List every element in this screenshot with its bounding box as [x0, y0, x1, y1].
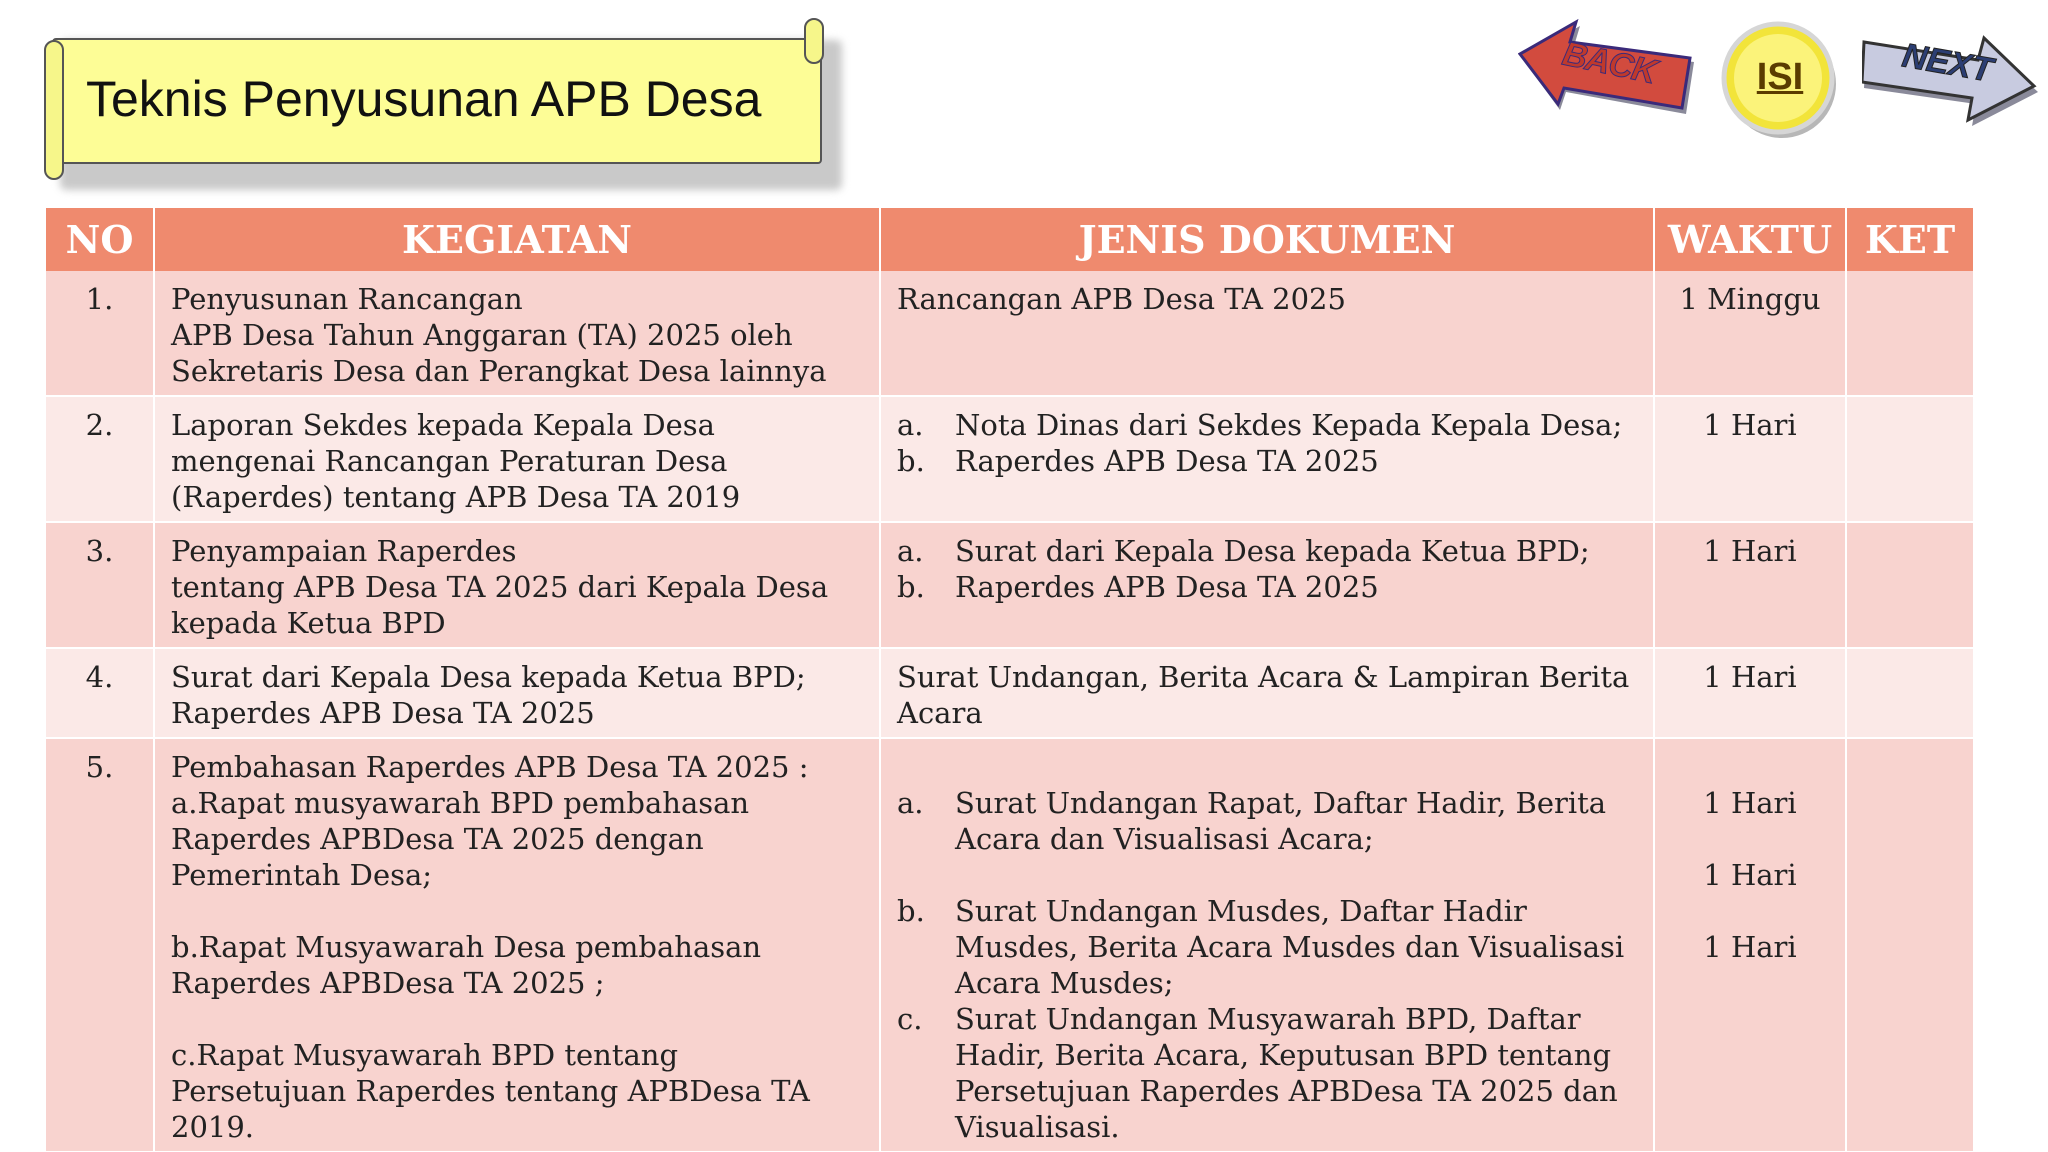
text-line: tentang APB Desa TA 2025 dari Kepala Desa	[171, 570, 829, 604]
list-marker: b.	[897, 570, 925, 604]
cell-no: 1.	[46, 271, 154, 396]
spacer	[1671, 749, 1829, 785]
list-text: Nota Dinas dari Sekdes Kepada Kepala Desa;	[955, 408, 1623, 442]
text-line: APB Desa Tahun Anggaran (TA) 2025 oleh	[171, 318, 793, 352]
text-line: Laporan Sekdes kepada Kepala Desa	[171, 408, 715, 442]
cell-no: 5.	[46, 738, 154, 1151]
text-line: (Raperdes) tentang APB Desa TA 2019	[171, 480, 741, 514]
cell-kegiatan	[154, 271, 880, 396]
cell-dokumen	[880, 522, 1654, 648]
spacer	[171, 1001, 863, 1037]
text-line: 1 Hari	[1703, 930, 1797, 964]
cell-ket	[1846, 738, 1974, 1151]
cell-waktu: 1 Hari	[1654, 648, 1846, 738]
cell-dokumen: Rancangan APB Desa TA 2025	[880, 271, 1654, 396]
text-line: Acara	[897, 696, 983, 730]
list-item	[897, 443, 1637, 479]
list-text: Surat dari Kepala Desa kepada Ketua BPD;	[955, 534, 1590, 568]
cell-ket	[1846, 396, 1974, 522]
schedule-table	[46, 208, 1975, 1151]
cell-ket	[1846, 648, 1974, 738]
page-title: Teknis Penyusunan APB Desa	[86, 71, 762, 127]
list-item	[897, 785, 1637, 857]
next-label: NEXT	[1899, 36, 1996, 90]
text-line: Persetujuan Raperdes APBDesa TA 2025 dan	[955, 1074, 1618, 1108]
cell-kegiatan	[154, 738, 880, 1151]
list-item	[897, 569, 1637, 605]
text-line: c.Rapat Musyawarah BPD tentang	[171, 1038, 679, 1072]
spacer	[1671, 821, 1829, 857]
text-line: Penyusunan Rancangan	[171, 282, 523, 316]
cell-kegiatan	[154, 396, 880, 522]
table-row	[46, 271, 1974, 396]
table-header-row	[46, 208, 1974, 271]
text-line: Acara Musdes;	[955, 966, 1174, 1000]
list-marker: a.	[897, 786, 924, 820]
cell-kegiatan	[154, 522, 880, 648]
text-line: Penyampaian Raperdes	[171, 534, 517, 568]
cell-dokumen	[880, 648, 1654, 738]
table-row	[46, 738, 1974, 1151]
header-waktu: WAKTU	[1654, 208, 1846, 271]
cell-no: 4.	[46, 648, 154, 738]
isi-label: ISI	[1756, 56, 1804, 98]
text-line: kepada Ketua BPD	[171, 606, 446, 640]
text-line: Pembahasan Raperdes APB Desa TA 2025 :	[171, 750, 809, 784]
cell-waktu: 1 Hari	[1654, 522, 1846, 648]
text-line: mengenai Rancangan Peraturan Desa	[171, 444, 728, 478]
list-item	[897, 1001, 1637, 1145]
text-line: Surat Undangan Musdes, Daftar Hadir	[955, 894, 1527, 928]
header-no: NO	[46, 208, 154, 271]
back-button[interactable]	[1518, 18, 1698, 118]
text-line: Acara dan Visualisasi Acara;	[955, 822, 1374, 856]
text-line: Raperdes APBDesa TA 2025 ;	[171, 966, 605, 1000]
header-kegiatan: KEGIATAN	[154, 208, 880, 271]
cell-ket	[1846, 522, 1974, 648]
list-item	[897, 407, 1637, 443]
list-text: Raperdes APB Desa TA 2025	[955, 444, 1379, 478]
text-line: Surat Undangan, Berita Acara & Lampiran Berita	[897, 660, 1630, 694]
title-banner	[44, 18, 844, 198]
text-line: 2019.	[171, 1110, 255, 1144]
spacer	[897, 749, 1637, 785]
text-line: 1 Hari	[1703, 786, 1797, 820]
table-row	[46, 648, 1974, 738]
back-label: BACK	[1559, 34, 1660, 92]
cell-dokumen	[880, 738, 1654, 1151]
isi-button[interactable]	[1720, 20, 1840, 140]
list-item	[897, 533, 1637, 569]
list-text	[955, 893, 1637, 1001]
text-line: Persetujuan Raperdes tentang APBDesa TA	[171, 1074, 810, 1108]
banner-right-roll	[804, 18, 824, 64]
cell-ket	[1846, 271, 1974, 396]
list-marker: c.	[897, 1002, 923, 1036]
cell-waktu	[1654, 738, 1846, 1151]
cell-waktu: 1 Minggu	[1654, 271, 1846, 396]
cell-kegiatan	[154, 648, 880, 738]
spacer	[897, 857, 1637, 893]
text-line: a.Rapat musyawarah BPD pembahasan	[171, 786, 750, 820]
text-line: Sekretaris Desa dan Perangkat Desa lainnya	[171, 354, 827, 388]
table-row	[46, 522, 1974, 648]
list-marker: b.	[897, 894, 925, 928]
text-line: b.Rapat Musyawarah Desa pembahasan	[171, 930, 762, 964]
text-line: Surat Undangan Musyawarah BPD, Daftar	[955, 1002, 1581, 1036]
header-jenis-dokumen: JENIS DOKUMEN	[880, 208, 1654, 271]
spacer	[171, 893, 863, 929]
text-line: Musdes, Berita Acara Musdes dan Visualisasi	[955, 930, 1625, 964]
text-line: Surat Undangan Rapat, Daftar Hadir, Berita	[955, 786, 1607, 820]
banner-left-roll	[44, 40, 64, 180]
text-line: 1 Hari	[1703, 858, 1797, 892]
text-line: Hadir, Berita Acara, Keputusan BPD tentang	[955, 1038, 1612, 1072]
list-text	[955, 785, 1637, 857]
table-row	[46, 396, 1974, 522]
text-line: Surat dari Kepala Desa kepada Ketua BPD;	[171, 660, 806, 694]
list-marker: a.	[897, 534, 924, 568]
cell-no: 2.	[46, 396, 154, 522]
header-ket: KET	[1846, 208, 1974, 271]
cell-dokumen	[880, 396, 1654, 522]
text-line: Raperdes APB Desa TA 2025	[171, 696, 595, 730]
cell-no: 3.	[46, 522, 154, 648]
list-marker: a.	[897, 408, 924, 442]
text-line: Raperdes APBDesa TA 2025 dengan	[171, 822, 704, 856]
text-line: Visualisasi.	[955, 1110, 1120, 1144]
list-marker: b.	[897, 444, 925, 478]
next-button[interactable]	[1862, 30, 2042, 130]
list-item	[897, 893, 1637, 1001]
list-text: Raperdes APB Desa TA 2025	[955, 570, 1379, 604]
cell-waktu: 1 Hari	[1654, 396, 1846, 522]
spacer	[1671, 893, 1829, 929]
list-text	[955, 1001, 1637, 1145]
text-line: Pemerintah Desa;	[171, 858, 433, 892]
